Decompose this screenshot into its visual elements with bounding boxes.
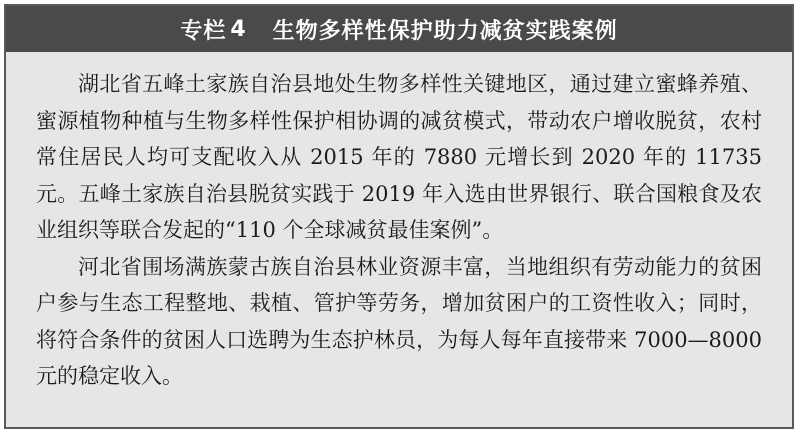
paragraph-hubei: 湖北省五峰土家族自治县地处生物多样性关键地区，通过建立蜜蜂养殖、蜜源植物种植与生物多样性保护相协调的减贫模式，带动农户增收脱贫，农村常住居民人均可支配收入从 2015 年的 7880 元增长到 2020 年的 11735 元。五峰土家族自治县脱贫实践于 2019 年入选由世界银行、联合国粮食及农业组织等联合发起的“110 个全球减贫最佳案例”。 [36,72,762,242]
box-content [6,52,792,395]
feature-box [4,4,794,429]
box-title: 生物多样性保护助力减贫实践案例 [272,18,618,44]
box-header [6,6,792,52]
box-number: 4 [230,16,247,42]
paragraph-hebei: 河北省围场满族蒙古族自治县林业资源丰富，当地组织有劳动能力的贫困户参与生态工程整地、栽植、管护等劳务，增加贫困户的工资性收入；同时，将符合条件的贫困人口选聘为生态护林员，为每人每年直接带来 7000—8000 元的稳定收入。 [36,254,762,388]
box-label: 专栏 [180,18,227,44]
